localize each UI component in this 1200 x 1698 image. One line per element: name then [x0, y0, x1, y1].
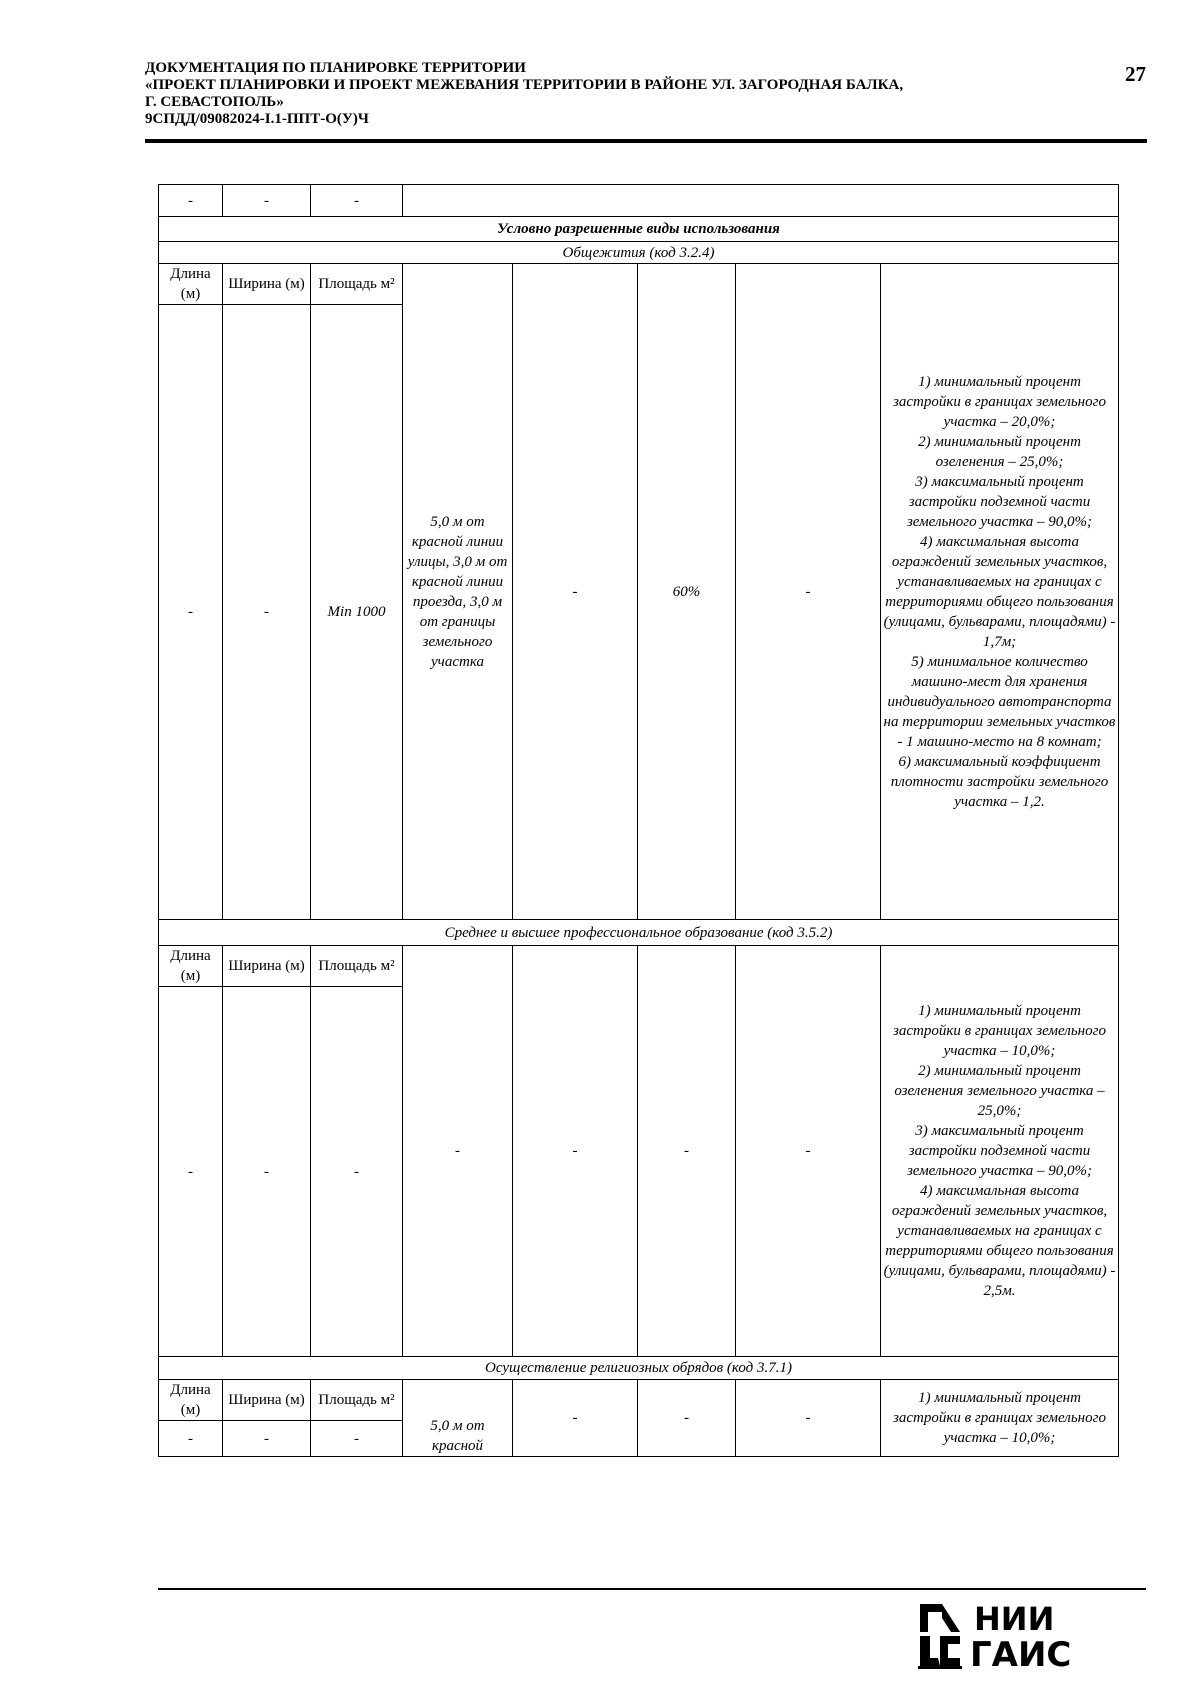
header-line-1: ДОКУМЕНТАЦИЯ ПО ПЛАНИРОВКЕ ТЕРРИТОРИИ [145, 60, 526, 76]
header-row [159, 264, 1119, 305]
width-cell: - [223, 1421, 311, 1457]
param-item: 1) минимальный процент застройки в границах земельного участка – 10,0%; [893, 1390, 1106, 1446]
setback-cell: 5,0 м от красной [403, 1380, 513, 1457]
header-rule [145, 139, 1147, 143]
area-cell: - [311, 1421, 403, 1457]
length-cell: - [159, 987, 223, 1357]
page-number: 27 [1125, 62, 1146, 86]
block-title-row [159, 1357, 1119, 1380]
table-cell: - [159, 185, 223, 217]
floors-cell: - [513, 946, 638, 1357]
table-cell: - [223, 185, 311, 217]
nii-gais-logo [918, 1600, 1138, 1670]
block-title: Общежития (код 3.2.4) [159, 242, 1119, 264]
area-cell: Min 1000 [311, 305, 403, 920]
params-cell [881, 946, 1119, 1357]
col-header-area: Площадь м² [311, 946, 403, 987]
footer-rule [158, 1588, 1146, 1590]
header-line-2: «ПРОЕКТ ПЛАНИРОВКИ И ПРОЕКТ МЕЖЕВАНИЯ ТЕРРИТОРИИ В РАЙОНЕ УЛ. ЗАГОРОДНАЯ БАЛКА, [145, 77, 904, 93]
param-item: 4) максимальная высота ограждений земельных участков, устанавливаемых на границах с территориями общего пользования (улицами, бульварами, площадями) - 2,5м. [883, 1183, 1116, 1299]
logo-subtext: СЕВАСТОПОЛЬ [918, 1665, 942, 1669]
logo-text-bottom: ГАИС [970, 1635, 1072, 1670]
coverage-cell: 60% [638, 264, 736, 920]
param-item: 2) минимальный процент озеленения – 25,0%; [918, 433, 1081, 470]
header-row [159, 946, 1119, 987]
floors-cell: - [513, 264, 638, 920]
section-row [159, 217, 1119, 242]
block-title-row [159, 920, 1119, 946]
block-title: Среднее и высшее профессиональное образование (код 3.5.2) [159, 920, 1119, 946]
header-row [159, 1380, 1119, 1421]
col-header-width: Ширина (м) [223, 264, 311, 305]
section-title: Условно разрешенные виды использования [159, 217, 1119, 242]
table-cell [403, 185, 1119, 217]
length-cell: - [159, 1421, 223, 1457]
height-cell: - [736, 946, 881, 1357]
logo-mark-icon [918, 1602, 962, 1669]
zoning-table [158, 184, 1119, 1457]
area-cell: - [311, 987, 403, 1357]
width-cell: - [223, 305, 311, 920]
height-cell: - [736, 1380, 881, 1457]
table-row [159, 185, 1119, 217]
col-header-width: Ширина (м) [223, 1380, 311, 1421]
param-item: 2) минимальный процент озеленения земельного участка – 25,0%; [894, 1063, 1105, 1119]
setback-cell: - [403, 946, 513, 1357]
col-header-width: Ширина (м) [223, 946, 311, 987]
param-item: 3) максимальный процент застройки подземной части земельного участка – 90,0%; [906, 1123, 1093, 1179]
param-item: 3) максимальный процент застройки подземной части земельного участка – 90,0%; [906, 473, 1093, 530]
params-cell [881, 1380, 1119, 1457]
width-cell: - [223, 987, 311, 1357]
param-item: 1) минимальный процент застройки в границах земельного участка – 20,0%; [893, 373, 1106, 430]
table-cell: - [311, 185, 403, 217]
param-item: 6) максимальный коэффициент плотности застройки земельного участка – 1,2. [890, 753, 1109, 810]
coverage-cell: - [638, 946, 736, 1357]
document-code: 9СПДД/09082024-I.1-ППТ-О(У)Ч [145, 111, 369, 127]
document-header [145, 60, 1045, 128]
param-item: 1) минимальный процент застройки в границах земельного участка – 10,0%; [893, 1003, 1106, 1059]
col-header-length: Длина (м) [159, 264, 223, 305]
block-title-row [159, 242, 1119, 264]
coverage-cell: - [638, 1380, 736, 1457]
header-line-3: Г. СЕВАСТОПОЛЬ» [145, 94, 284, 110]
param-item: 4) максимальная высота ограждений земельных участков, устанавливаемых на границах с территориями общего пользования (улицами, бульварами, площадями) - 1,7м; [883, 533, 1116, 650]
col-header-area: Площадь м² [311, 264, 403, 305]
block-title: Осуществление религиозных обрядов (код 3.7.1) [159, 1357, 1119, 1380]
params-cell [881, 264, 1119, 920]
col-header-area: Площадь м² [311, 1380, 403, 1421]
floors-cell: - [513, 1380, 638, 1457]
logo-text-top: НИИ [974, 1600, 1055, 1638]
col-header-length: Длина (м) [159, 946, 223, 987]
col-header-length: Длина (м) [159, 1380, 223, 1421]
setback-cell: 5,0 м от красной линии улицы, 3,0 м от красной линии проезда, 3,0 м от границы земельного участка [403, 264, 513, 920]
param-item: 5) минимальное количество машино-мест для хранения индивидуального автотранспорта на территории земельных участков - 1 машино-место на 8 комнат; [883, 653, 1116, 750]
height-cell: - [736, 264, 881, 920]
length-cell: - [159, 305, 223, 920]
